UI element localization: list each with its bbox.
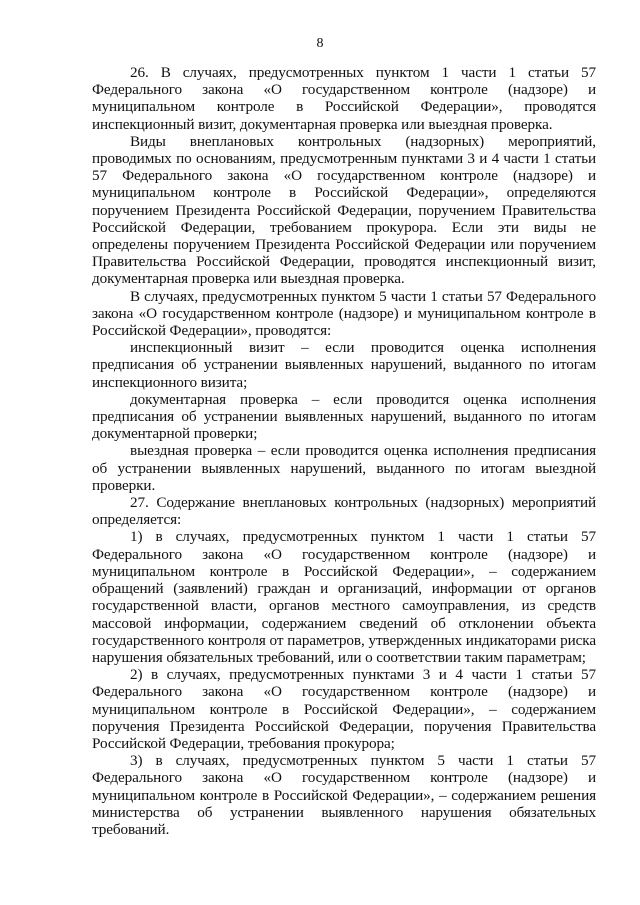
paragraph-item-5-cases: В случаях, предусмотренных пунктом 5 части 1 статьи 57 Федерального закона «О государственном контроле (надзоре) и муниципальном контроле в Российской Федерации», проводятся:	[92, 287, 596, 340]
paragraph-27-item-3: 3) в случаях, предусмотренных пунктом 5 части 1 статьи 57 Федерального закона «О государственном контроле (надзоре) и муниципальном контроле в Российской Федерации», – содержанием решения министерства об устранении выявленного нарушения обязательных требований.	[92, 752, 596, 838]
paragraph-inspection-visit: инспекционный визит – если проводится оценка исполнения предписания об устранении выявленных нарушений, выданного по итогам инспекционного визита;	[92, 339, 596, 391]
paragraph-27-item-2: 2) в случаях, предусмотренных пунктами 3 и 4 части 1 статьи 57 Федерального закона «О государственном контроле (надзоре) и муниципальном контроле в Российской Федерации», – содержанием поручения Президента Российской Федерации, поручения Правительства Российской Федерации, требования прокурора;	[92, 666, 596, 752]
paragraph-26: 26. В случаях, предусмотренных пунктом 1 части 1 статьи 57 Федерального закона «О государственном контроле (надзоре) и муниципальном контроле в Российской Федерации», проводятся инспекционный визит, документарная проверка или выездная проверка.	[92, 64, 596, 133]
paragraph-27-item-1: 1) в случаях, предусмотренных пунктом 1 части 1 статьи 57 Федерального закона «О государственном контроле (надзоре) и муниципальном контроле в Российской Федерации», – содержанием обращений (заявлений) граждан и организаций, информации от органов государственной власти, органов местного самоуправления, из средств массовой информации, содержанием сведений об отклонении объекта государственного контроля от параметров, утвержденных индикаторами риска нарушения обязательных требований, или о соответствии таким параметрам;	[92, 528, 596, 666]
paragraph-unplanned-types: Виды внеплановых контрольных (надзорных) мероприятий, проводимых по основаниям, предусмотренным пунктами 3 и 4 части 1 статьи 57 Федерального закона «О государственном контроле (надзоре) и муниципальном контроле в Российской Федерации», определяются поручением Президента Российской Федерации, поручением Правительства Российской Федерации, требованием прокурора. Если эти виды не определены поручением Президента Российской Федерации или поручением Правительства Российской Федерации, проводятся инспекционный визит, документарная проверка или выездная проверка.	[92, 132, 596, 288]
page-number: 8	[316, 36, 324, 51]
document-body	[92, 64, 596, 838]
paragraph-documentary-check: документарная проверка – если проводится оценка исполнения предписания об устранении выявленных нарушений, выданного по итогам документарной проверки;	[92, 390, 596, 443]
paragraph-field-check: выездная проверка – если проводится оценка исполнения предписания об устранении выявленных нарушений, выданного по итогам выездной проверки.	[92, 442, 596, 494]
paragraph-27: 27. Содержание внеплановых контрольных (надзорных) мероприятий определяется:	[92, 494, 596, 529]
